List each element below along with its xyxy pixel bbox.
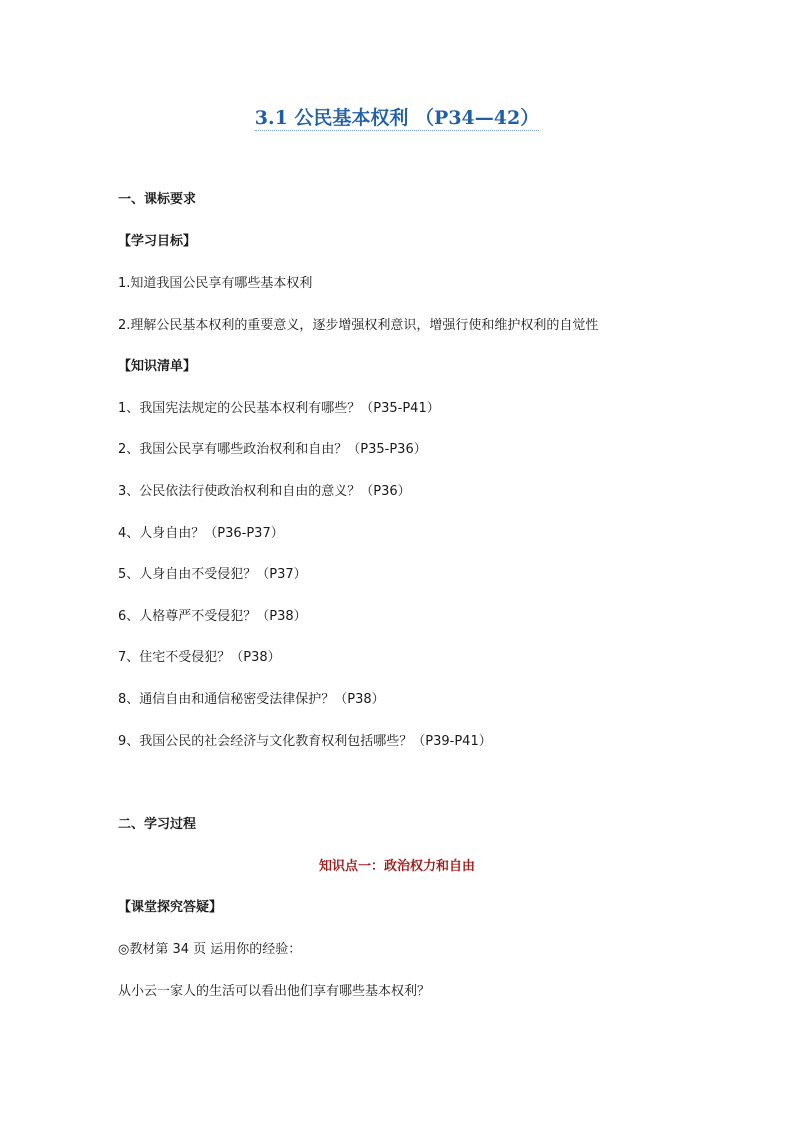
checklist-item: 9、我国公民的社会经济与文化教育权利包括哪些？（P39-P41） xyxy=(118,734,492,749)
checklist-item: 4、人身自由？（P36-P37） xyxy=(118,526,284,541)
document-title: 3.1 公民基本权利 （P34—42） xyxy=(254,107,540,129)
checklist-item: 2、我国公民享有哪些政治权利和自由？（P35-P36） xyxy=(118,442,427,457)
inquiry-line: ◎教材第 34 页 运用你的经验： xyxy=(118,942,302,957)
checklist-item: 5、人身自由不受侵犯？（P37） xyxy=(118,567,307,582)
section1-heading: 一、课标要求 xyxy=(118,192,197,207)
checklist-item: 8、通信自由和通信秘密受法律保护？（P38） xyxy=(118,692,385,707)
checklist-item: 1、我国宪法规定的公民基本权利有哪些？（P35-P41） xyxy=(118,401,440,416)
checklist-item: 3、公民依法行使政治权利和自由的意义？（P36） xyxy=(118,484,411,499)
knowledge-point-heading: 知识点一：政治权力和自由 xyxy=(318,859,475,874)
checklist-heading: 【知识清单】 xyxy=(118,359,197,374)
checklist-item: 6、人格尊严不受侵犯？（P38） xyxy=(118,609,307,624)
goal-item: 1.知道我国公民享有哪些基本权利 xyxy=(118,276,313,291)
goal-item: 2.理解公民基本权利的重要意义，逐步增强权利意识，增强行使和维护权利的自觉性 xyxy=(118,318,599,333)
goals-heading: 【学习目标】 xyxy=(118,234,197,249)
section2-heading: 二、学习过程 xyxy=(118,817,197,832)
inquiry-line: 从小云一家人的生活可以看出他们享有哪些基本权利？ xyxy=(118,984,431,999)
checklist-item: 7、住宅不受侵犯？（P38） xyxy=(118,650,281,665)
inquiry-heading: 【课堂探究答疑】 xyxy=(118,900,223,915)
